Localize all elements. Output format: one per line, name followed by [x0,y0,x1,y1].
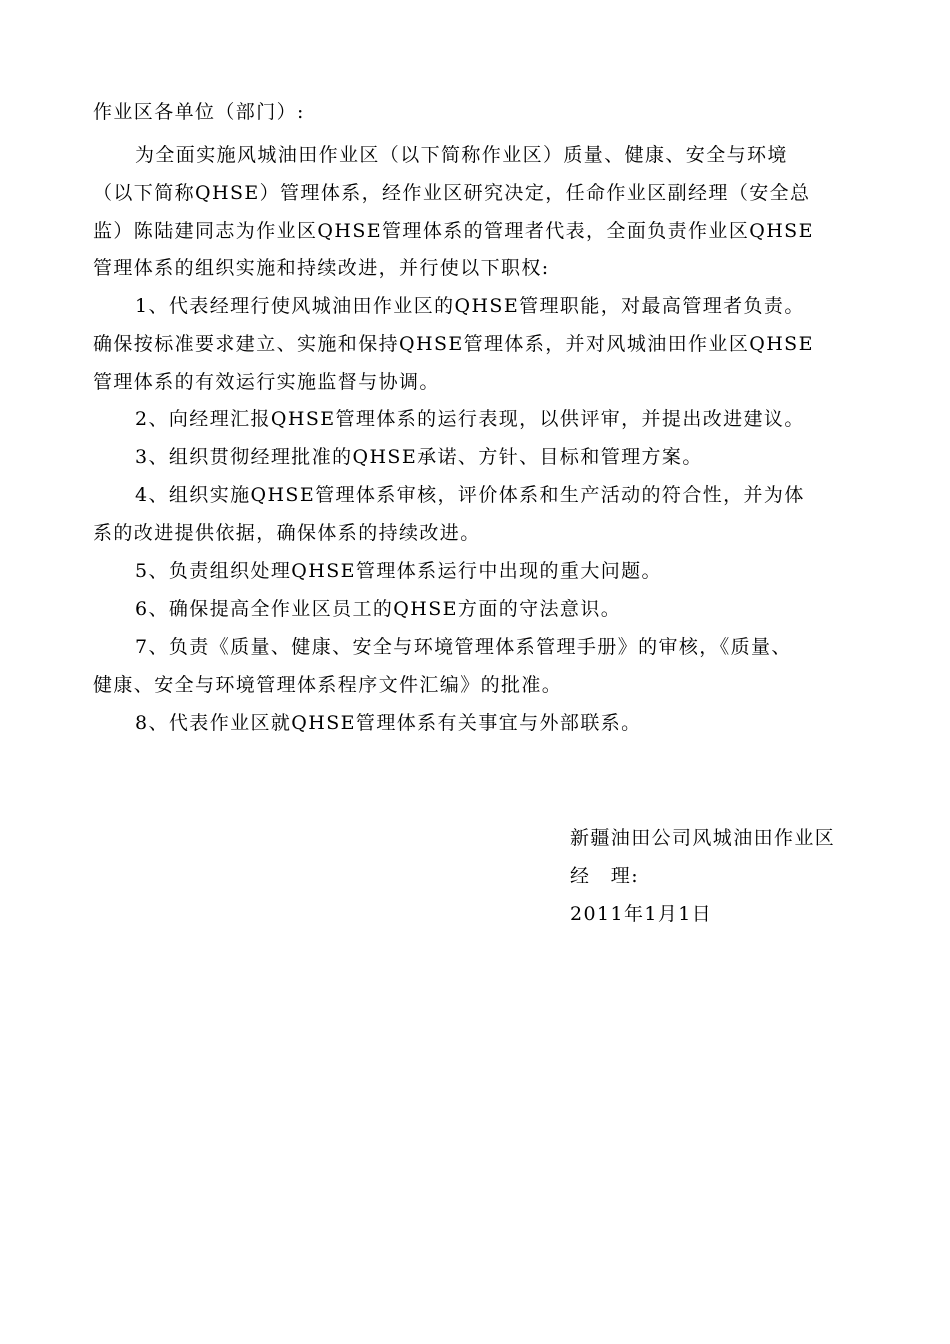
intro-line-2: （以下简称QHSE）管理体系，经作业区研究决定，任命作业区副经理（安全总 [93,182,811,204]
item-2: 2、向经理汇报QHSE管理体系的运行表现，以供评审，并提出改进建议。 [135,408,805,430]
item-6: 6、确保提高全作业区员工的QHSE方面的守法意识。 [135,598,622,620]
item-7-line-2: 健康、安全与环境管理体系程序文件汇编》的批准。 [93,674,563,696]
item-1-line-1: 1、代表经理行使风城油田作业区的QHSE管理职能，对最高管理者负责。 [135,295,805,317]
item-5: 5、负责组织处理QHSE管理体系运行中出现的重大问题。 [135,560,662,582]
item-7-line-1: 7、负责《质量、健康、安全与环境管理体系管理手册》的审核，《质量、 [135,636,792,658]
salutation: 作业区各单位（部门）: [93,101,305,123]
signature-organization: 新疆油田公司风城油田作业区 [570,827,836,849]
intro-line-1: 为全面实施风城油田作业区（以下简称作业区）质量、健康、安全与环境 [135,144,788,166]
item-8: 8、代表作业区就QHSE管理体系有关事宜与外部联系。 [135,712,642,734]
item-4-line-1: 4、组织实施QHSE管理体系审核，评价体系和生产活动的符合性，并为体 [135,484,805,506]
signature-date: 2011年1月1日 [570,903,713,925]
item-1-line-2: 确保按标准要求建立、实施和保持QHSE管理体系，并对风城油田作业区QHSE [93,333,814,355]
item-4-line-2: 系的改进提供依据，确保体系的持续改进。 [93,522,481,544]
item-3: 3、组织贯彻经理批准的QHSE承诺、方针、目标和管理方案。 [135,446,703,468]
item-1-line-3: 管理体系的有效运行实施监督与协调。 [93,371,440,393]
intro-line-3: 监）陈陆建同志为作业区QHSE管理体系的管理者代表，全面负责作业区QHSE [93,220,814,242]
signature-manager-label: 经 理: [570,865,640,887]
intro-line-4: 管理体系的组织实施和持续改进，并行使以下职权: [93,257,550,279]
